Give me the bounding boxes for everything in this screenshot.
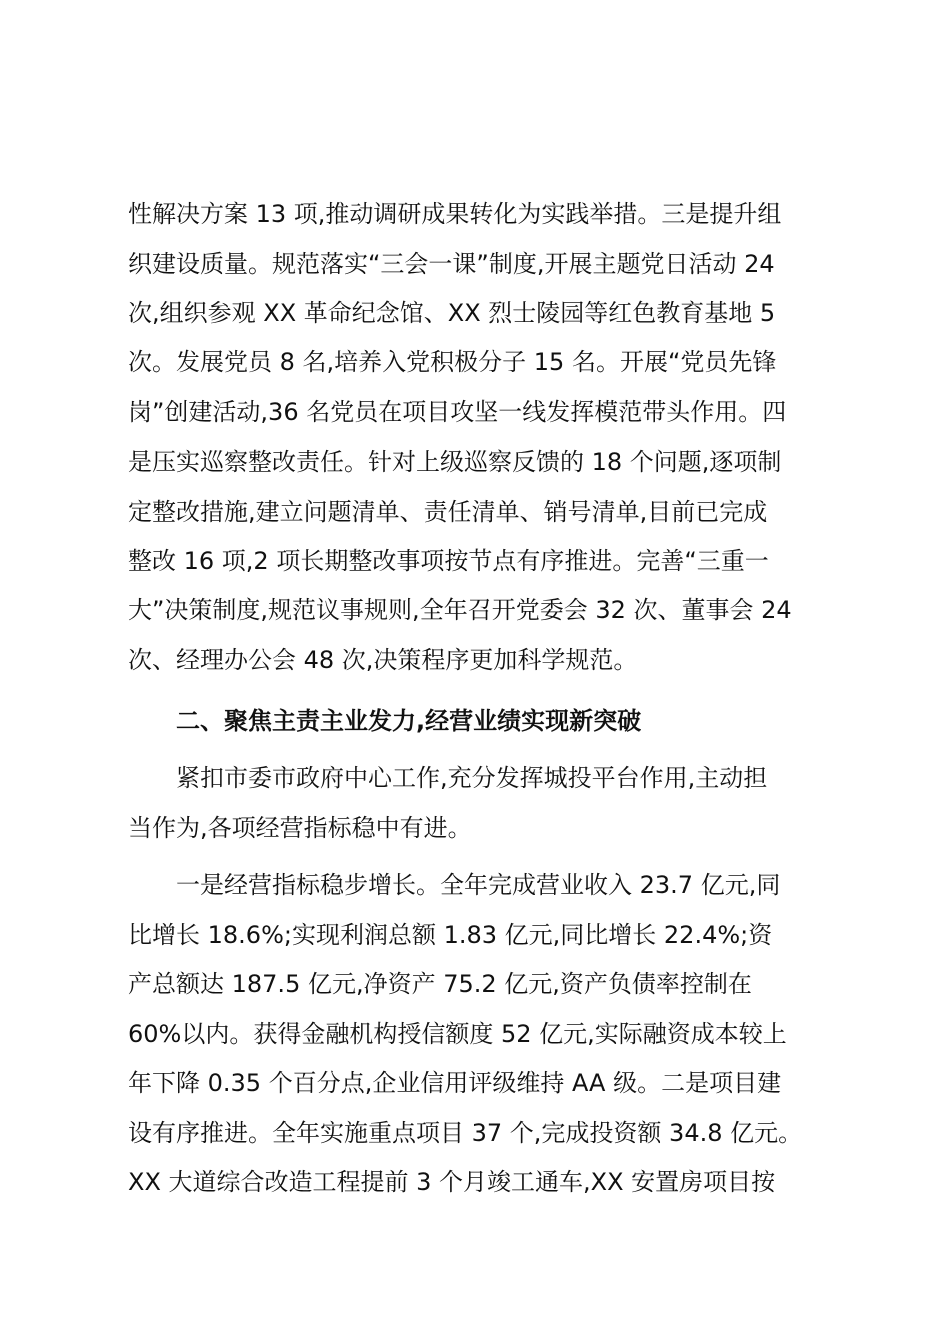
text-line: 性解决方案 13 项,推动调研成果转化为实践举措。三是提升组 [128, 200, 782, 228]
text-line: 60%以内。获得金融机构授信额度 52 亿元,实际融资成本较上 [128, 1020, 787, 1048]
text-line: 产总额达 187.5 亿元,净资产 75.2 亿元,资产负债率控制在 [128, 970, 752, 998]
text-line: 岗”创建活动,36 名党员在项目攻坚一线发挥模范带头作用。四 [128, 398, 787, 426]
text-line: 设有序推进。全年实施重点项目 37 个,完成投资额 34.8 亿元。 [128, 1119, 803, 1147]
text-line: 次,组织参观 XX 革命纪念馆、XX 烈士陵园等红色教育基地 5 [128, 299, 776, 327]
section-heading: 二、聚焦主责主业发力,经营业绩实现新突破 [176, 707, 642, 735]
text-line: 次。发展党员 8 名,培养入党积极分子 15 名。开展“党员先锋 [128, 348, 777, 376]
text-line: 一是经营指标稳步增长。全年完成营业收入 23.7 亿元,同 [176, 871, 781, 899]
text-line: 定整改措施,建立问题清单、责任清单、销号清单,目前已完成 [128, 498, 768, 526]
text-line: 是压实巡察整改责任。针对上级巡察反馈的 18 个问题,逐项制 [128, 448, 782, 476]
text-line: 当作为,各项经营指标稳中有进。 [128, 814, 472, 842]
text-line: 紧扣市委市政府中心工作,充分发挥城投平台作用,主动担 [176, 764, 768, 792]
text-line: 比增长 18.6%;实现利润总额 1.83 亿元,同比增长 22.4%;资 [128, 921, 773, 949]
text-line: 大”决策制度,规范议事规则,全年召开党委会 32 次、董事会 24 [128, 596, 792, 624]
text-line: 整改 16 项,2 项长期整改事项按节点有序推进。完善“三重一 [128, 547, 769, 575]
text-line: 年下降 0.35 个百分点,企业信用评级维持 AA 级。二是项目建 [128, 1069, 782, 1097]
text-line: XX 大道综合改造工程提前 3 个月竣工通车,XX 安置房项目按 [128, 1168, 776, 1196]
text-line: 织建设质量。规范落实“三会一课”制度,开展主题党日活动 24 [128, 250, 775, 278]
text-line: 次、经理办公会 48 次,决策程序更加科学规范。 [128, 646, 638, 674]
